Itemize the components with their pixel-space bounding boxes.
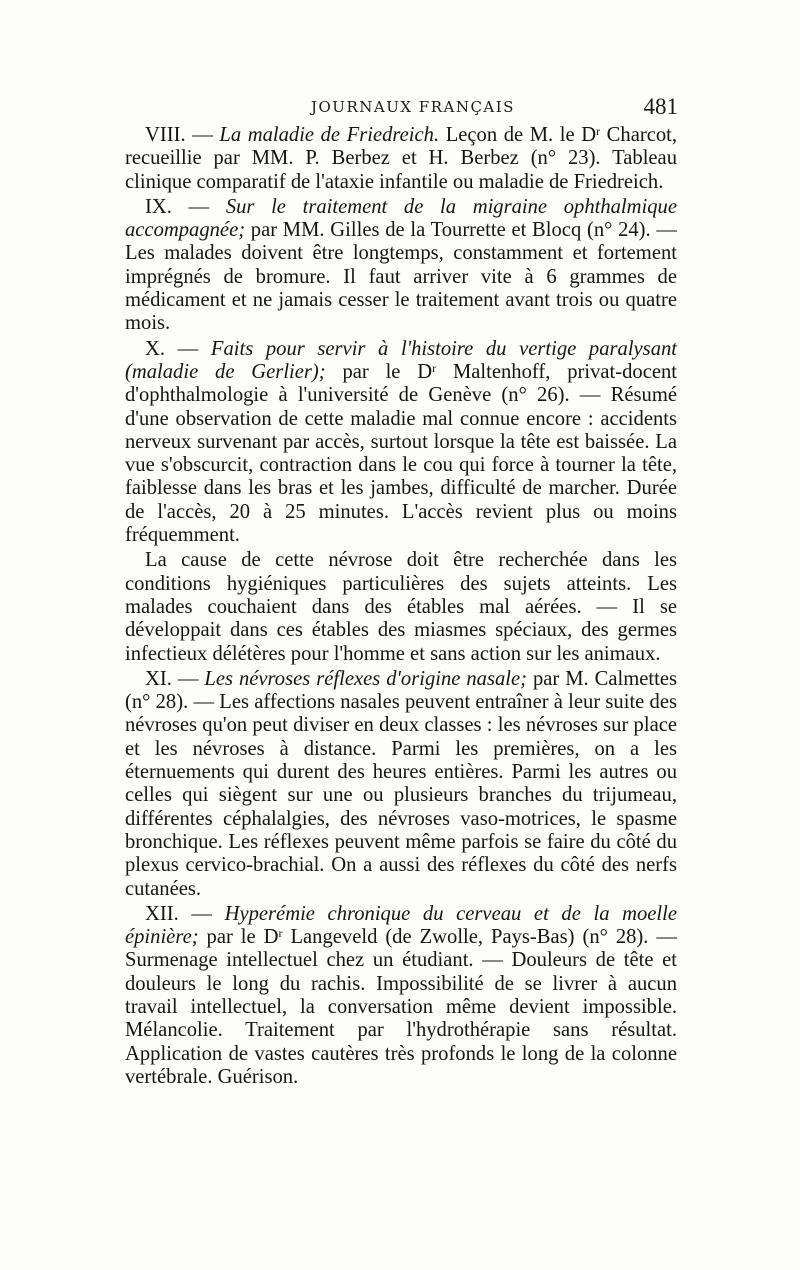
entry-title: Sur le traitement de la migraine ophthalmique accompagnée;	[125, 195, 677, 242]
entry-x: X. — Faits pour servir à l'histoire du vertige paralysant (maladie de Gerlier); par le $D^r$ Maltenhoff, privat-docent d'ophthalmologie à l'université de Genève (n° 26). — Résumé d'une observation de cette maladie mal connue encore : accidents nerveux survenant par accès, surtout lorsque la tête est baissée. La vue s'obscurcit, contraction dans le cou qui force à tourner la tête, faiblesse dans les bras et les jambes, difficulté de marcher. Durée de l'accès, 20 à 25 minutes. L'accès revient plus ou moins fréquemment.	[125, 337, 678, 547]
entry-title: Faits pour servir à l'histoire du vertige paralysant (maladie de Gerlier);	[125, 337, 678, 383]
paragraph-cause: La cause de cette névrose doit être recherchée dans les conditions hygiéniques particulières des sujets atteints. Les malades couchaient dans des étables mal aérées. — Il se développait dans ces étables des miasmes spéciaux, des germes infectieux délétères pour l'homme et sans action sur les animaux.	[125, 549, 677, 665]
entry-number: XII.	[145, 902, 179, 925]
entry-number: VIII.	[145, 124, 186, 146]
page-header	[125, 94, 680, 124]
running-title: JOURNAUX FRANÇAIS	[311, 98, 515, 116]
entry-title: Les névroses réflexes d'origine nasale;	[204, 667, 527, 690]
entry-body: Charcot, recueillie par MM. P. Berbez et H. Berbez (n° 23). Tableau clinique comparatif de l'ataxie infantile ou maladie de Friedreich.	[125, 124, 678, 193]
entry-number: XI.	[145, 667, 172, 690]
entry-xii: XII. — Hyperémie chronique du cerveau et de la moelle épinière; par le $D^r$ Langeveld (de Zwolle, Pays-Bas) (n° 28). — Surmenage intellectuel chez un étudiant. — Douleurs de tête et douleurs le long du rachis. Impossibilité de se livrer à aucun travail intellectuel, la conversation même devient impossible. Mélancolie. Traitement par l'hydrothérapie sans résultat. Application de vastes cautères très profonds le long de la colonne vertébrale. Guérison.	[125, 902, 678, 1088]
entry-number: IX.	[145, 195, 172, 218]
entry-title: La maladie de Friedreich.	[219, 124, 440, 146]
entry-body: Maltenhoff, privat-docent d'ophthalmologie à l'université de Genève (n° 26). — Résumé d'une observation de cette maladie mal connue encore : accidents nerveux survenant par accès, surtout lorsque la tête est baissée. La vue s'obscurcit, contraction dans le cou qui force à tourner la tête, faiblesse dans les bras et les jambes, difficulté de marcher. Durée de l'accès, 20 à 25 minutes. L'accès revient plus ou moins fréquemment.	[125, 360, 677, 547]
entry-body: par MM. Gilles de la Tourrette et Blocq (n° 24). — Les malades doivent être longtemps, constamment et fortement imprégnés de bromure. Il faut arriver vite à 6 grammes de médicament et ne jamais cesser le traitement avant trois ou quatre mois.	[125, 219, 677, 335]
entry-body: Langeveld (de Zwolle, Pays-Bas) (n° 28). — Surmenage intellectuel chez un étudiant. — Douleurs de tête et douleurs le long du rachis. Impossibilité de se livrer à aucun travail intellectuel, la conversation même devient impossible. Mélancolie. Traitement par l'hydrothérapie sans résultat. Application de vastes cautères très profonds le long de la colonne vertébrale. Guérison.	[125, 926, 677, 1088]
entry-viii: VIII. — La maladie de Friedreich. Leçon de M. le $D^r$ Charcot, recueillie par MM. P. Berbez et H. Berbez (n° 23). Tableau clinique comparatif de l'ataxie infantile ou maladie de Friedreich.	[125, 124, 678, 193]
entry-title: Hyperémie chronique du cerveau et de la moelle épinière;	[125, 902, 678, 949]
body-text	[125, 124, 677, 1089]
entry-body: par M. Calmettes (n° 28). — Les affections nasales peuvent entraîner à leur suite des névroses qu'on peut diviser en deux classes : les névroses sur place et les névroses à distance. Parmi les premières, on a les éternuements qui durent des heures entières. Parmi les autres ou celles qui siègent sur une ou plusieurs branches du trijumeau, différentes céphalalgies, des névroses vaso-motrices, le spasme bronchique. Les réflexes peuvent même parfois se faire du côté du plexus cervico-brachial. On a aussi des réflexes du côté des nerfs cutanées.	[125, 667, 677, 900]
page-number: 481	[643, 94, 678, 119]
entry-xi: XI. — Les névroses réflexes d'origine nasale; par M. Calmettes (n° 28). — Les affections nasales peuvent entraîner à leur suite des névroses qu'on peut diviser en deux classes : les névroses sur place et les névroses à distance. Parmi les premières, on a les éternuements qui durent des heures entières. Parmi les autres ou celles qui siègent sur une ou plusieurs branches du trijumeau, différentes céphalalgies, des névroses vaso-motrices, le spasme bronchique. Les réflexes peuvent même parfois se faire du côté du plexus cervico-brachial. On a aussi des réflexes du côté des nerfs cutanées.	[125, 667, 677, 900]
entry-ix: IX. — Sur le traitement de la migraine ophthalmique accompagnée; par MM. Gilles de la Tourrette et Blocq (n° 24). — Les malades doivent être longtemps, constamment et fortement imprégnés de bromure. Il faut arriver vite à 6 grammes de médicament et ne jamais cesser le traitement avant trois ou quatre mois.	[125, 195, 677, 335]
entry-number: X.	[145, 337, 166, 360]
